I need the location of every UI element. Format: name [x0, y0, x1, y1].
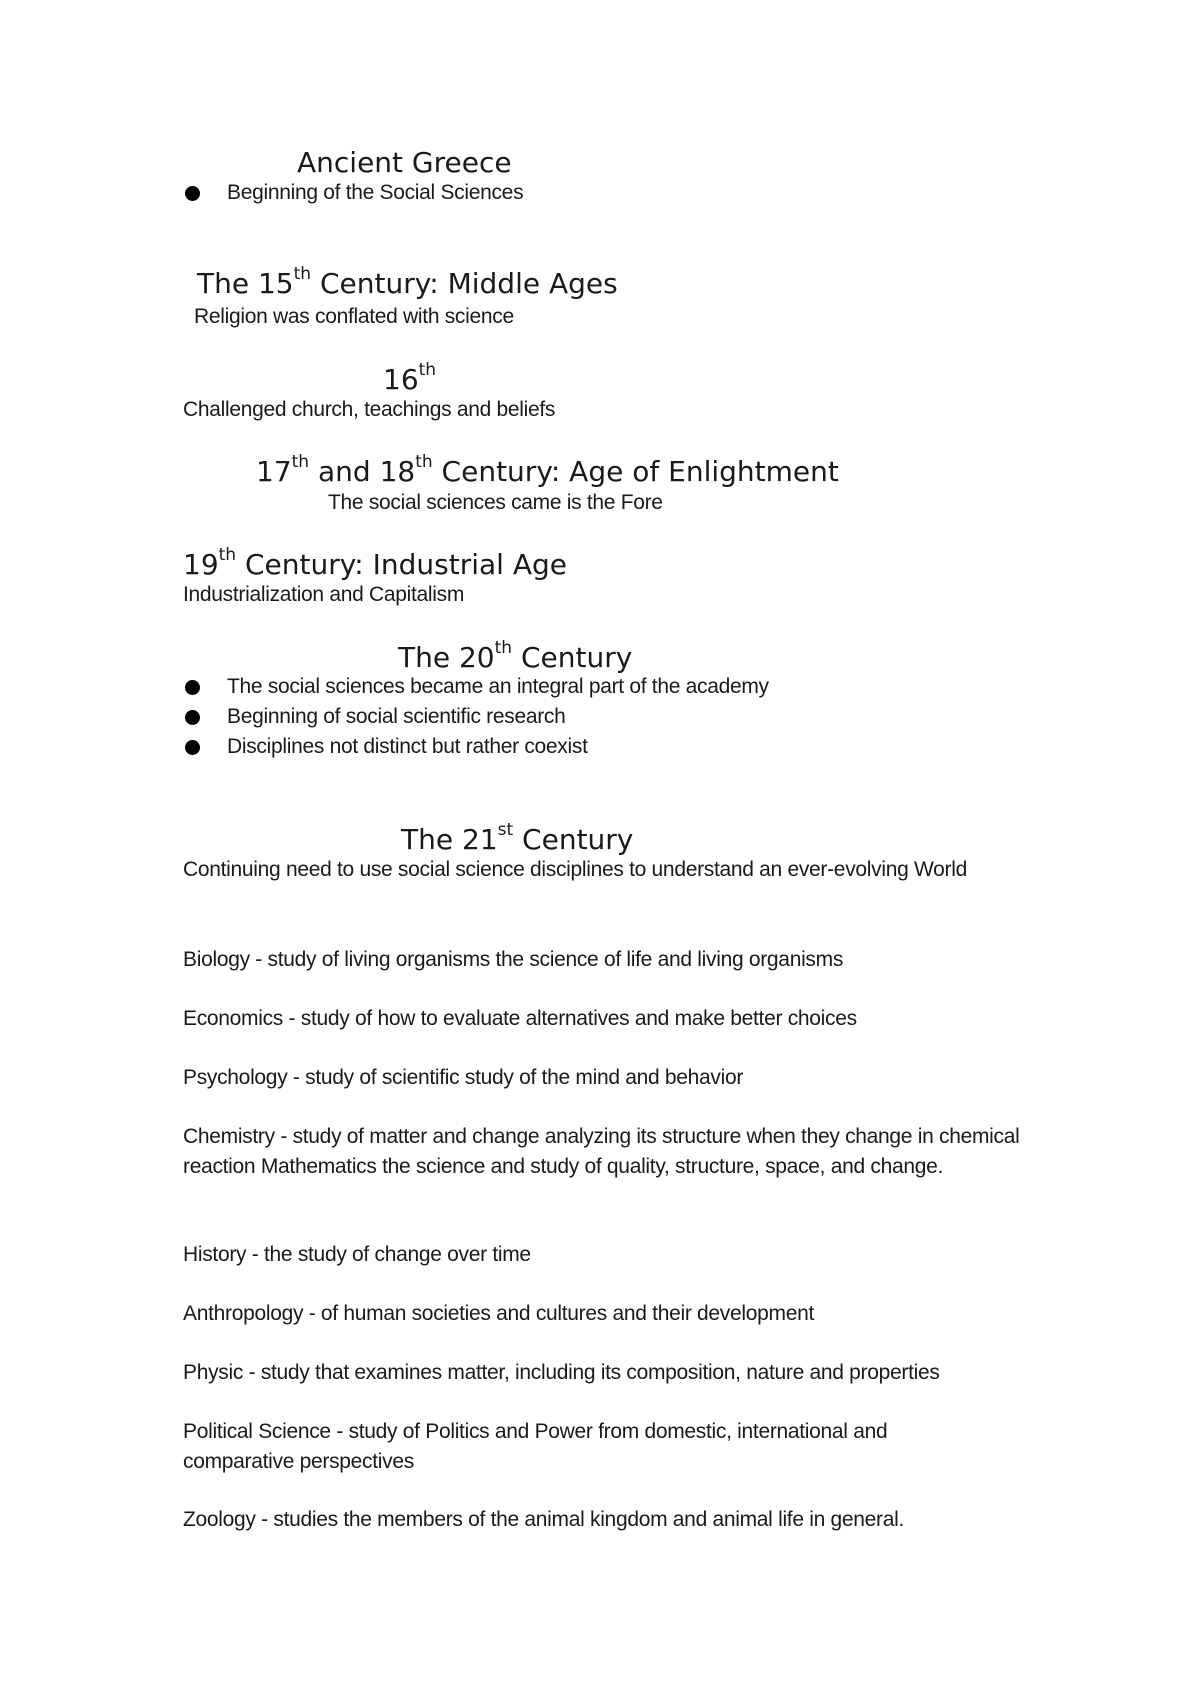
- bullet-icon: [185, 680, 200, 695]
- heading-superscript: th: [293, 263, 312, 284]
- heading-21st-century: [401, 819, 634, 857]
- heading-superscript: th: [418, 359, 437, 380]
- heading-superscript: st: [497, 819, 514, 840]
- heading-17th-18th-century: [256, 451, 839, 489]
- heading-superscript: th: [291, 451, 310, 472]
- heading-ancient-greece: [297, 146, 512, 180]
- heading-superscript: th: [415, 451, 433, 472]
- definition-paragraph: Political Science - study of Politics and Power from domestic, international and comparative perspectives: [183, 1420, 888, 1473]
- heading-text: Century: Middle Ages: [311, 267, 618, 300]
- text-19th-century: Industrialization and Capitalism: [183, 583, 465, 606]
- text-15th-century: Religion was conflated with science: [194, 305, 514, 328]
- heading-text: 16: [383, 363, 419, 396]
- heading-text: Ancient Greece: [297, 146, 512, 179]
- bullet-icon: [185, 710, 200, 725]
- heading-16th-century: [383, 359, 437, 397]
- heading-text: Century: [512, 641, 633, 674]
- definition-paragraph: Zoology - studies the members of the animal kingdom and animal life in general.: [183, 1508, 905, 1531]
- heading-text: Century: Age of Enlightment: [432, 455, 839, 488]
- heading-20th-century: [398, 637, 633, 675]
- definition-paragraph: Physic - study that examines matter, including its composition, nature and properties: [183, 1361, 940, 1384]
- text-21st-century: Continuing need to use social science disciplines to understand an ever-evolving World: [183, 858, 967, 881]
- heading-text: and 18: [309, 455, 416, 488]
- heading-text: 19: [183, 548, 219, 581]
- heading-text: The 20: [398, 641, 495, 674]
- heading-text: Century: [513, 823, 634, 856]
- definition-paragraph: Chemistry - study of matter and change analyzing its structure when they change in chemical reaction Mathematics the science and study of quality, structure, space, and change.: [183, 1125, 1020, 1178]
- bullet-text: The social sciences became an integral part of the academy: [227, 675, 769, 698]
- bullet-text: Beginning of social scientific research: [227, 705, 566, 728]
- heading-superscript: th: [218, 544, 237, 565]
- bullet-icon: [185, 186, 200, 201]
- heading-text: Century: Industrial Age: [236, 548, 567, 581]
- bullet-text: Beginning of the Social Sciences: [227, 181, 524, 204]
- text-16th-century: Challenged church, teachings and beliefs: [183, 398, 556, 421]
- heading-text: The 15: [197, 267, 294, 300]
- bullet-item: [185, 178, 523, 208]
- definition-paragraph: History - the study of change over time: [183, 1243, 531, 1266]
- heading-text: 17: [256, 455, 292, 488]
- bullet-text: Disciplines not distinct but rather coexist: [227, 735, 588, 758]
- bullet-item: [185, 732, 588, 762]
- heading-text: The 21: [401, 823, 498, 856]
- definition-paragraph: Biology - study of living organisms the science of life and living organisms: [183, 948, 844, 971]
- definition-paragraph: Psychology - study of scientific study of the mind and behavior: [183, 1066, 744, 1089]
- bullet-icon: [185, 740, 200, 755]
- definition-paragraph: Economics - study of how to evaluate alternatives and make better choices: [183, 1007, 857, 1030]
- text-17th-18th-century: The social sciences came is the Fore: [328, 491, 663, 514]
- heading-19th-century: [183, 544, 567, 582]
- bullet-item: [185, 702, 565, 732]
- heading-15th-century: [197, 263, 618, 301]
- bullet-item: [185, 672, 769, 702]
- heading-superscript: th: [494, 637, 513, 658]
- definition-paragraph: Anthropology - of human societies and cultures and their development: [183, 1302, 814, 1325]
